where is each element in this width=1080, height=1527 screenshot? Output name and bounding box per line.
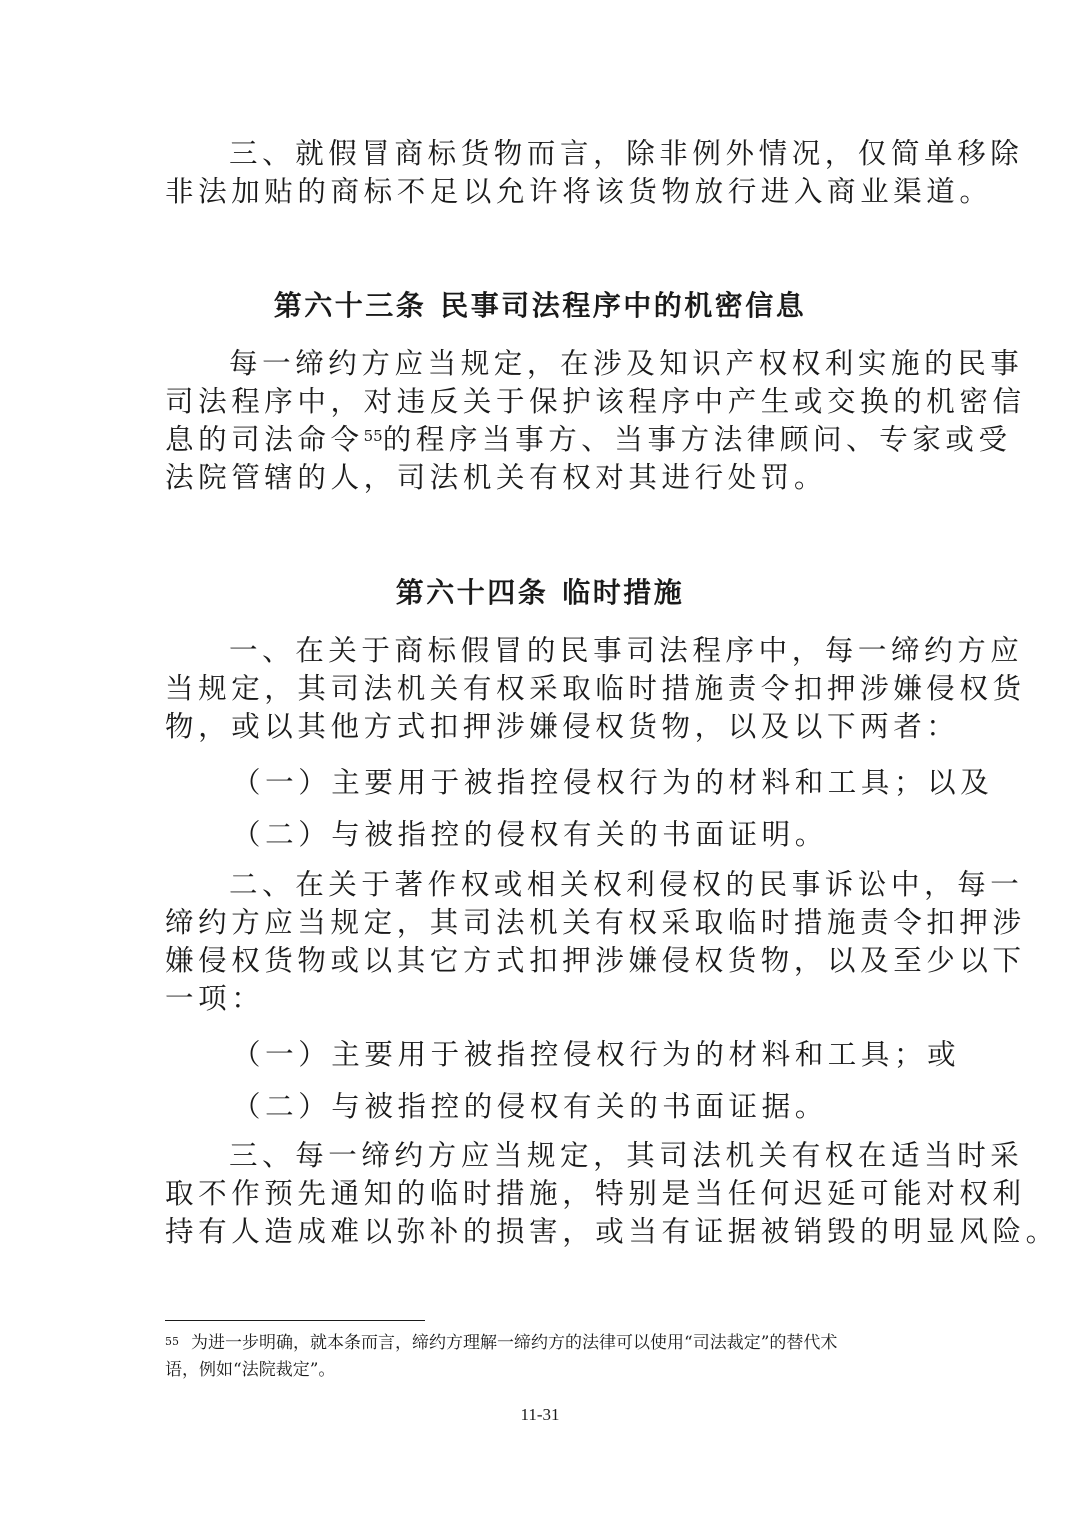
text-segment: 的程序当事方、当事方法律顾问、专家或受: [382, 423, 1012, 456]
article-64-paragraph-3: [165, 1137, 1059, 1251]
footnote-line: [165, 1330, 917, 1357]
text-line: 三、就假冒商标货物而言，除非例外情况，仅简单移除: [229, 137, 1024, 170]
footnote-line: 语，例如“法院裁定”。: [165, 1360, 336, 1380]
paragraph-top: [165, 135, 1024, 211]
article-63-paragraph: [165, 345, 1026, 497]
article-63-title: 民事司法程序中的机密信息: [440, 289, 807, 322]
article-64-paragraph-1: [165, 632, 1026, 746]
text-line: 非法加贴的商标不足以允许将该货物放行进入商业渠道。: [165, 175, 993, 208]
text-line: 物，或以其他方式扣押涉嫌侵权货物，以及以下两者：: [165, 710, 960, 743]
article-64-p2-item-2: （二）与被指控的侵权有关的书面证据。: [232, 1090, 828, 1123]
article-64-heading: [0, 571, 1080, 611]
footnote-reference: 55: [363, 427, 383, 445]
text-line: 每一缔约方应当规定，在涉及知识产权权利实施的民事: [229, 347, 1024, 380]
article-64-p2-item-1: （一）主要用于被指控侵权行为的材料和工具；或: [232, 1038, 961, 1071]
text-line: 缔约方应当规定，其司法机关有权采取临时措施责令扣押涉: [165, 906, 1026, 939]
article-63-heading: [0, 284, 1080, 324]
text-line: 一、在关于商标假冒的民事司法程序中，每一缔约方应: [229, 634, 1024, 667]
page-number: 11-31: [520, 1405, 560, 1424]
article-63-number: 第六十三条: [273, 289, 427, 322]
text-line: 一项：: [165, 982, 265, 1015]
text-line: 取不作预先通知的临时措施，特别是当任何迟延可能对权利: [165, 1177, 1026, 1210]
footnote-text: 为进一步明确，就本条而言，缔约方理解一缔约方的法律可以使用“司法裁定”的替代术: [191, 1333, 838, 1353]
text-line: 三、每一缔约方应当规定，其司法机关有权在适当时采: [229, 1139, 1024, 1172]
text-line: 司法程序中，对违反关于保护该程序中产生或交换的机密信: [165, 385, 1026, 418]
footnote-number: 55: [165, 1335, 179, 1348]
text-line: 二、在关于著作权或相关权利侵权的民事诉讼中，每一: [229, 868, 1024, 901]
article-64-number: 第六十四条: [395, 576, 549, 609]
text-line: 嫌侵权货物或以其它方式扣押涉嫌侵权货物，以及至少以下: [165, 944, 1026, 977]
text-line: 法院管辖的人，司法机关有权对其进行处罚。: [165, 461, 828, 494]
article-64-paragraph-2: [165, 866, 1026, 1018]
article-64-title: 临时措施: [562, 576, 685, 609]
text-segment: 息的司法命令: [165, 423, 364, 456]
article-64-p1-item-1: （一）主要用于被指控侵权行为的材料和工具；以及: [232, 766, 994, 799]
text-line: 当规定，其司法机关有权采取临时措施责令扣押涉嫌侵权货: [165, 672, 1026, 705]
footnote: [165, 1330, 917, 1384]
article-64-p1-item-2: （二）与被指控的侵权有关的书面证明。: [232, 818, 828, 851]
text-line: 持有人造成难以弥补的损害，或当有证据被销毁的明显风险。: [165, 1215, 1059, 1248]
footnote-divider: [165, 1320, 425, 1321]
text-line: [165, 421, 1012, 459]
